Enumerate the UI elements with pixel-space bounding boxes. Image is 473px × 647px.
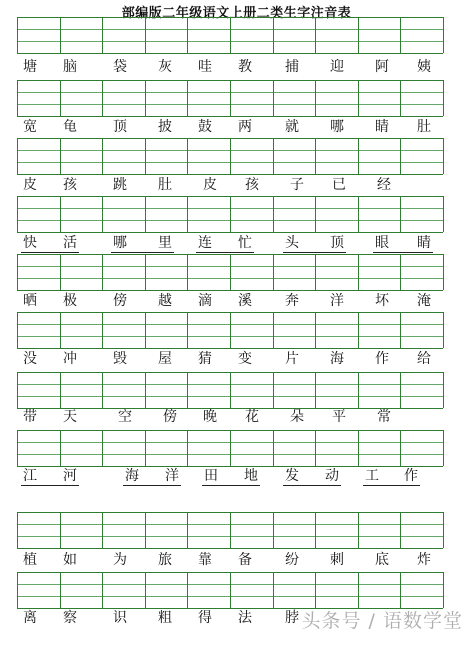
grid-divider xyxy=(273,372,274,408)
grid-divider xyxy=(60,312,61,348)
grid-divider xyxy=(358,254,359,290)
pinyin-grid-row xyxy=(17,512,443,548)
hanzi-character: 傍 xyxy=(113,293,127,309)
grid-divider xyxy=(102,430,103,466)
grid-divider xyxy=(145,512,146,548)
hanzi-character: 顶 xyxy=(330,235,344,251)
character-row xyxy=(0,233,473,253)
hanzi-character: 底 xyxy=(375,552,389,568)
pinyin-grid-row xyxy=(17,17,443,53)
grid-divider xyxy=(230,254,231,290)
hanzi-character: 龟 xyxy=(63,119,77,135)
hanzi-character: 旅 xyxy=(158,552,172,568)
grid-divider xyxy=(358,512,359,548)
grid-divider xyxy=(60,196,61,232)
grid-divider xyxy=(443,138,444,174)
grid-divider xyxy=(400,512,401,548)
word-underline xyxy=(21,485,79,486)
grid-divider xyxy=(400,80,401,116)
hanzi-character: 屋 xyxy=(158,351,172,367)
grid-divider xyxy=(400,17,401,53)
hanzi-character: 里 xyxy=(158,235,172,251)
hanzi-character: 常 xyxy=(377,409,391,425)
grid-divider xyxy=(400,196,401,232)
hanzi-character: 海 xyxy=(330,351,344,367)
grid-divider xyxy=(273,17,274,53)
grid-divider xyxy=(358,572,359,608)
grid-divider xyxy=(443,372,444,408)
hanzi-character: 头 xyxy=(285,235,299,251)
hanzi-character: 傍 xyxy=(163,409,177,425)
hanzi-character: 平 xyxy=(332,409,346,425)
grid-divider xyxy=(145,312,146,348)
grid-divider xyxy=(315,196,316,232)
grid-divider xyxy=(17,372,18,408)
hanzi-character: 肚 xyxy=(417,119,431,135)
grid-divider xyxy=(315,312,316,348)
hanzi-character: 晒 xyxy=(23,293,37,309)
grid-divider xyxy=(187,430,188,466)
grid-divider xyxy=(230,572,231,608)
hanzi-character: 猜 xyxy=(198,351,212,367)
hanzi-character: 教 xyxy=(238,59,252,75)
hanzi-character: 两 xyxy=(238,119,252,135)
pinyin-grid-row xyxy=(17,312,443,348)
grid-divider xyxy=(443,312,444,348)
grid-divider xyxy=(17,512,18,548)
hanzi-character: 地 xyxy=(244,468,258,484)
grid-divider xyxy=(443,17,444,53)
hanzi-character: 孩 xyxy=(63,177,77,193)
word-underline xyxy=(111,252,174,253)
grid-divider xyxy=(315,372,316,408)
character-row xyxy=(0,117,473,137)
hanzi-character: 顶 xyxy=(113,119,127,135)
grid-divider xyxy=(358,138,359,174)
hanzi-character: 极 xyxy=(63,293,77,309)
hanzi-character: 越 xyxy=(158,293,172,309)
grid-divider xyxy=(60,372,61,408)
grid-divider xyxy=(273,196,274,232)
hanzi-character: 塘 xyxy=(23,59,37,75)
pinyin-grid-row xyxy=(17,80,443,116)
grid-divider xyxy=(187,572,188,608)
hanzi-character: 离 xyxy=(23,610,37,626)
hanzi-character: 就 xyxy=(285,119,299,135)
grid-divider xyxy=(60,430,61,466)
word-underline xyxy=(202,485,260,486)
grid-divider xyxy=(60,572,61,608)
grid-divider xyxy=(17,572,18,608)
grid-divider xyxy=(400,138,401,174)
hanzi-character: 已 xyxy=(332,177,346,193)
grid-divider xyxy=(102,312,103,348)
grid-divider xyxy=(273,312,274,348)
hanzi-character: 刺 xyxy=(330,552,344,568)
hanzi-character: 冲 xyxy=(63,351,77,367)
hanzi-character: 经 xyxy=(377,177,391,193)
hanzi-character: 滴 xyxy=(198,293,212,309)
grid-divider xyxy=(60,254,61,290)
grid-divider xyxy=(273,254,274,290)
hanzi-character: 炸 xyxy=(417,552,431,568)
watermark: 头条号 / 语数学堂 xyxy=(301,610,463,632)
grid-divider xyxy=(400,312,401,348)
hanzi-character: 花 xyxy=(245,409,259,425)
hanzi-character: 哪 xyxy=(330,119,344,135)
grid-divider xyxy=(187,312,188,348)
character-row xyxy=(0,466,473,486)
hanzi-character: 江 xyxy=(23,468,37,484)
word-underline xyxy=(123,485,181,486)
hanzi-character: 为 xyxy=(113,552,127,568)
grid-divider xyxy=(60,138,61,174)
grid-divider xyxy=(443,254,444,290)
hanzi-character: 天 xyxy=(63,409,77,425)
hanzi-character: 发 xyxy=(285,468,299,484)
hanzi-character: 姨 xyxy=(417,59,431,75)
grid-divider xyxy=(400,572,401,608)
grid-divider xyxy=(187,254,188,290)
grid-divider xyxy=(102,196,103,232)
hanzi-character: 带 xyxy=(23,409,37,425)
hanzi-character: 披 xyxy=(158,119,172,135)
grid-divider xyxy=(145,17,146,53)
grid-divider xyxy=(443,512,444,548)
grid-divider xyxy=(102,17,103,53)
pinyin-grid-row xyxy=(17,430,443,466)
grid-divider xyxy=(358,80,359,116)
grid-divider xyxy=(17,430,18,466)
hanzi-character: 晚 xyxy=(203,409,217,425)
grid-divider xyxy=(400,254,401,290)
grid-divider xyxy=(315,17,316,53)
hanzi-character: 朵 xyxy=(290,409,304,425)
word-underline xyxy=(283,485,341,486)
grid-divider xyxy=(230,312,231,348)
hanzi-character: 给 xyxy=(417,351,431,367)
grid-divider xyxy=(145,430,146,466)
grid-divider xyxy=(187,138,188,174)
grid-divider xyxy=(443,572,444,608)
hanzi-character: 肚 xyxy=(158,177,172,193)
hanzi-character: 睛 xyxy=(375,119,389,135)
character-row xyxy=(0,291,473,311)
pinyin-grid-row xyxy=(17,254,443,290)
grid-divider xyxy=(230,138,231,174)
grid-divider xyxy=(400,372,401,408)
grid-divider xyxy=(145,572,146,608)
grid-divider xyxy=(230,512,231,548)
grid-divider xyxy=(230,17,231,53)
grid-divider xyxy=(60,17,61,53)
grid-divider xyxy=(17,80,18,116)
grid-divider xyxy=(443,430,444,466)
hanzi-character: 快 xyxy=(23,235,37,251)
hanzi-character: 灰 xyxy=(158,59,172,75)
grid-divider xyxy=(230,80,231,116)
pinyin-grid-row xyxy=(17,196,443,232)
grid-divider xyxy=(273,572,274,608)
grid-divider xyxy=(358,196,359,232)
hanzi-character: 淹 xyxy=(417,293,431,309)
hanzi-character: 作 xyxy=(375,351,389,367)
hanzi-character: 毁 xyxy=(113,351,127,367)
grid-divider xyxy=(230,430,231,466)
word-underline xyxy=(196,252,254,253)
hanzi-character: 宽 xyxy=(23,119,37,135)
word-underline xyxy=(21,252,79,253)
grid-divider xyxy=(187,80,188,116)
hanzi-character: 洋 xyxy=(165,468,179,484)
hanzi-character: 察 xyxy=(63,610,77,626)
hanzi-character: 活 xyxy=(63,235,77,251)
character-row xyxy=(0,349,473,369)
grid-divider xyxy=(17,254,18,290)
grid-divider xyxy=(145,138,146,174)
hanzi-character: 眼 xyxy=(375,235,389,251)
grid-divider xyxy=(443,196,444,232)
grid-divider xyxy=(230,196,231,232)
grid-divider xyxy=(187,196,188,232)
word-underline xyxy=(283,252,346,253)
hanzi-character: 没 xyxy=(23,351,37,367)
word-underline xyxy=(373,252,433,253)
grid-divider xyxy=(17,17,18,53)
grid-divider xyxy=(358,312,359,348)
grid-divider xyxy=(102,80,103,116)
page-title: 部编版二年级语文上册二类生字注音表 xyxy=(121,6,352,21)
grid-divider xyxy=(187,372,188,408)
hanzi-character: 哇 xyxy=(198,59,212,75)
grid-divider xyxy=(315,138,316,174)
grid-divider xyxy=(60,512,61,548)
hanzi-character: 坏 xyxy=(375,293,389,309)
grid-divider xyxy=(187,17,188,53)
grid-divider xyxy=(17,196,18,232)
grid-divider xyxy=(273,80,274,116)
hanzi-character: 阿 xyxy=(375,59,389,75)
hanzi-character: 片 xyxy=(285,351,299,367)
hanzi-character: 变 xyxy=(238,351,252,367)
pinyin-grid-row xyxy=(17,372,443,408)
grid-divider xyxy=(102,572,103,608)
grid-divider xyxy=(102,372,103,408)
grid-divider xyxy=(315,572,316,608)
grid-divider xyxy=(187,512,188,548)
grid-divider xyxy=(400,430,401,466)
hanzi-character: 子 xyxy=(290,177,304,193)
hanzi-character: 脖 xyxy=(285,610,299,626)
grid-divider xyxy=(315,80,316,116)
hanzi-character: 袋 xyxy=(113,59,127,75)
grid-divider xyxy=(315,254,316,290)
grid-divider xyxy=(315,512,316,548)
grid-divider xyxy=(145,372,146,408)
grid-divider xyxy=(17,312,18,348)
grid-line xyxy=(17,53,443,54)
hanzi-character: 法 xyxy=(238,610,252,626)
grid-divider xyxy=(102,138,103,174)
hanzi-character: 工 xyxy=(365,468,379,484)
hanzi-character: 田 xyxy=(204,468,218,484)
hanzi-character: 海 xyxy=(125,468,139,484)
grid-divider xyxy=(273,138,274,174)
hanzi-character: 动 xyxy=(325,468,339,484)
grid-divider xyxy=(273,512,274,548)
hanzi-character: 皮 xyxy=(203,177,217,193)
hanzi-character: 粗 xyxy=(158,610,172,626)
hanzi-character: 空 xyxy=(118,409,132,425)
hanzi-character: 睛 xyxy=(417,235,431,251)
hanzi-character: 皮 xyxy=(23,177,37,193)
hanzi-character: 作 xyxy=(404,468,418,484)
grid-line xyxy=(17,548,443,549)
hanzi-character: 哪 xyxy=(113,235,127,251)
hanzi-character: 洋 xyxy=(330,293,344,309)
hanzi-character: 得 xyxy=(198,610,212,626)
hanzi-character: 靠 xyxy=(198,552,212,568)
grid-divider xyxy=(17,138,18,174)
character-row xyxy=(0,407,473,427)
character-row xyxy=(0,175,473,195)
pinyin-grid-row xyxy=(17,572,443,608)
hanzi-character: 识 xyxy=(113,610,127,626)
word-underline xyxy=(363,485,420,486)
hanzi-character: 孩 xyxy=(245,177,259,193)
grid-divider xyxy=(102,254,103,290)
hanzi-character: 跳 xyxy=(113,177,127,193)
pinyin-grid-row xyxy=(17,138,443,174)
hanzi-character: 鼓 xyxy=(198,119,212,135)
grid-divider xyxy=(60,80,61,116)
hanzi-character: 脑 xyxy=(63,59,77,75)
hanzi-character: 溪 xyxy=(238,293,252,309)
hanzi-character: 备 xyxy=(238,552,252,568)
grid-divider xyxy=(230,372,231,408)
grid-divider xyxy=(273,430,274,466)
grid-divider xyxy=(145,254,146,290)
grid-divider xyxy=(358,372,359,408)
hanzi-character: 忙 xyxy=(238,235,252,251)
hanzi-character: 捕 xyxy=(285,59,299,75)
grid-divider xyxy=(315,430,316,466)
grid-divider xyxy=(145,80,146,116)
grid-divider xyxy=(102,512,103,548)
hanzi-character: 连 xyxy=(198,235,212,251)
grid-divider xyxy=(443,80,444,116)
hanzi-character: 奔 xyxy=(285,293,299,309)
character-row xyxy=(0,57,473,77)
character-row xyxy=(0,550,473,570)
hanzi-character: 迎 xyxy=(330,59,344,75)
hanzi-character: 植 xyxy=(23,552,37,568)
hanzi-character: 如 xyxy=(63,552,77,568)
hanzi-character: 纷 xyxy=(285,552,299,568)
grid-divider xyxy=(358,17,359,53)
hanzi-character: 河 xyxy=(63,468,77,484)
grid-divider xyxy=(358,430,359,466)
grid-divider xyxy=(145,196,146,232)
